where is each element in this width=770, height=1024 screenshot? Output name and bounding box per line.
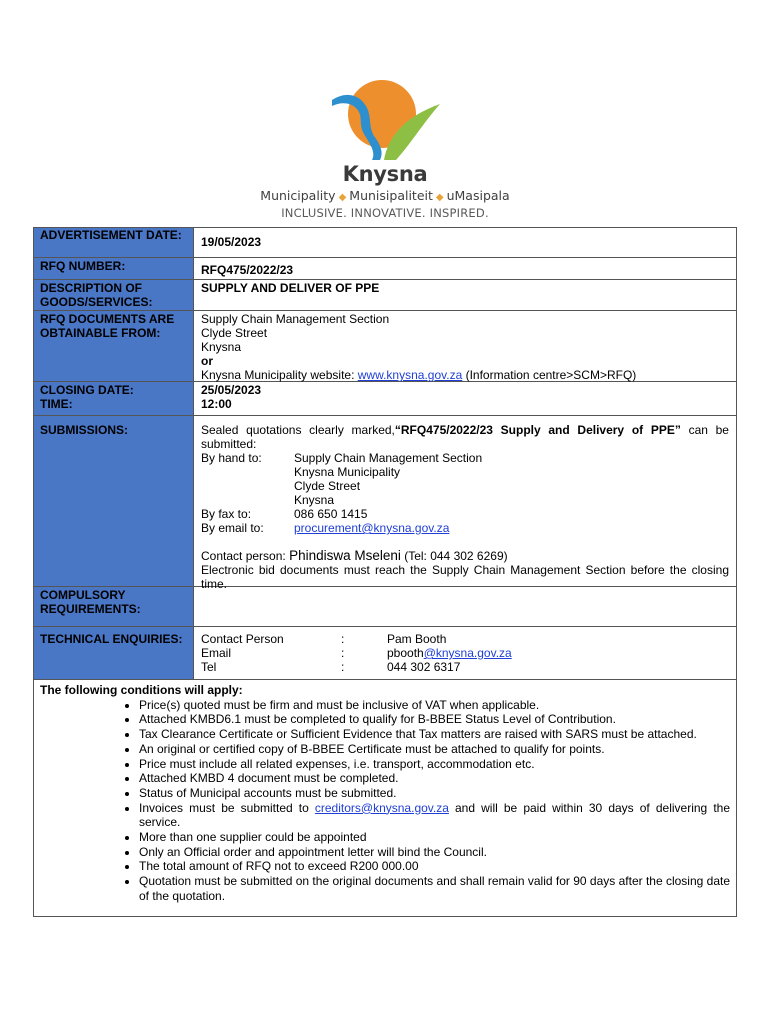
hand-line-2: Knysna Municipality bbox=[294, 465, 401, 479]
hand-line-3: Clyde Street bbox=[294, 479, 361, 493]
by-fax-value: 086 650 1415 bbox=[294, 507, 368, 521]
by-hand-label: By hand to: bbox=[201, 451, 262, 465]
row-technical bbox=[34, 626, 736, 679]
condition-item-invoices bbox=[139, 801, 730, 830]
condition-item: • Only an Official order and appointment letter will bind the Council. bbox=[139, 845, 730, 860]
intro-suffix: can be submitted: bbox=[201, 423, 729, 451]
docs-or: or bbox=[201, 354, 213, 368]
hand-line-1: Supply Chain Management Section bbox=[294, 451, 483, 465]
brand-lang-3: uMasipala bbox=[446, 188, 510, 203]
label-closing-time: TIME: bbox=[40, 397, 73, 411]
tech-contact-sep: : bbox=[341, 632, 345, 646]
condition-item: • Quotation must be submitted on the original documents and shall remain valid for 90 days after the closing date of the quotation. bbox=[139, 874, 730, 903]
docs-website-line bbox=[201, 368, 729, 382]
condition-item: • An original or certified copy of B-BBEE Certificate must be attached to qualify for points. bbox=[139, 742, 730, 757]
condition-item: • Price must include all related expenses, i.e. transport, accommodation etc. bbox=[139, 757, 730, 772]
brand-name: Knysna bbox=[342, 162, 428, 186]
by-hand-address bbox=[294, 451, 482, 507]
row-rfq-number bbox=[34, 257, 736, 279]
intro-bold: “RFQ475/2022/23 Supply and Delivery of PPE” bbox=[394, 423, 681, 437]
condition-item: • More than one supplier could be appointed bbox=[139, 830, 730, 845]
label-description: DESCRIPTION OF GOODS/SERVICES: bbox=[34, 280, 194, 310]
brand-lang-1: Municipality bbox=[260, 188, 336, 203]
label-closing-date: CLOSING DATE: bbox=[40, 383, 134, 397]
value-closing-date: 25/05/2023 bbox=[201, 383, 262, 397]
brand-tagline: INCLUSIVE. INNOVATIVE. INSPIRED. bbox=[281, 206, 489, 220]
row-compulsory bbox=[34, 586, 736, 626]
spacer bbox=[201, 535, 729, 549]
value-rfq-number: RFQ475/2022/23 bbox=[201, 263, 294, 277]
diamond-bullet-icon: ◆ bbox=[338, 192, 347, 203]
creditors-email-link[interactable]: creditors@knysna.gov.za bbox=[314, 800, 449, 815]
condition-item: • Price(s) quoted must be firm and must be inclusive of VAT when applicable. bbox=[139, 698, 730, 713]
invoice-prefix: Invoices must be submitted to bbox=[139, 800, 315, 815]
label-compulsory: COMPULSORY REQUIREMENTS: bbox=[34, 587, 194, 626]
docs-line-3: Knysna bbox=[201, 340, 242, 354]
value-compulsory bbox=[194, 587, 736, 626]
docs-web-suffix: (Information centre>SCM>RFQ) bbox=[462, 368, 637, 382]
condition-item: • Attached KMBD 4 document must be completed. bbox=[139, 771, 730, 786]
tech-tel-value: 044 302 6317 bbox=[387, 660, 461, 674]
label-closing bbox=[34, 382, 194, 415]
by-email-label: By email to: bbox=[201, 521, 264, 535]
tech-tel-key: Tel bbox=[201, 660, 217, 674]
tech-contact-key: Contact Person bbox=[201, 632, 284, 646]
row-submissions bbox=[34, 415, 736, 591]
brand-languages bbox=[0, 188, 770, 203]
value-description: SUPPLY AND DELIVER OF PPE bbox=[201, 281, 380, 295]
diamond-bullet-icon: ◆ bbox=[435, 192, 444, 203]
conditions-list bbox=[40, 698, 730, 904]
tech-contact-value: Pam Booth bbox=[387, 632, 447, 646]
tech-email-sep: : bbox=[341, 646, 345, 660]
conditions-block bbox=[34, 680, 736, 916]
label-technical: TECHNICAL ENQUIRIES: bbox=[34, 627, 194, 679]
value-closing-time: 12:00 bbox=[201, 397, 232, 411]
condition-item: • The total amount of RFQ not to exceed R200 000.00 bbox=[139, 859, 730, 874]
contact-name: Phindiswa Mseleni bbox=[289, 548, 401, 563]
website-link[interactable]: www.knysna.gov.za bbox=[357, 368, 463, 382]
condition-item: • Attached KMBD6.1 must be completed to qualify for B-BBEE Status Level of Contribution. bbox=[139, 712, 730, 727]
by-hand-row bbox=[201, 451, 729, 507]
row-conditions bbox=[34, 679, 736, 916]
rfq-table bbox=[33, 227, 737, 917]
by-fax-label: By fax to: bbox=[201, 507, 252, 521]
row-closing bbox=[34, 381, 736, 415]
row-advertisement-date bbox=[34, 228, 736, 257]
by-email-row bbox=[201, 521, 729, 535]
knysna-logo-icon bbox=[326, 76, 446, 162]
by-fax-row bbox=[201, 507, 729, 521]
procurement-email-link[interactable]: procurement@knysna.gov.za bbox=[294, 521, 450, 535]
tech-email-link[interactable]: @knysna.gov.za bbox=[423, 646, 512, 660]
tech-tel-row bbox=[201, 660, 729, 674]
label-advertisement-date: ADVERTISEMENT DATE: bbox=[34, 228, 194, 257]
value-documents bbox=[194, 311, 736, 381]
docs-web-prefix: Knysna Municipality website: bbox=[201, 368, 358, 382]
contact-tel: (Tel: 044 302 6269) bbox=[400, 549, 508, 563]
tech-email-value bbox=[387, 646, 512, 660]
tech-email-user: pbooth bbox=[387, 646, 424, 660]
docs-line-1: Supply Chain Management Section bbox=[201, 312, 390, 326]
tech-email-key: Email bbox=[201, 646, 232, 660]
label-rfq-number: RFQ NUMBER: bbox=[34, 258, 194, 279]
value-closing bbox=[194, 382, 736, 415]
row-description bbox=[34, 279, 736, 310]
value-submissions bbox=[194, 416, 736, 591]
contact-prefix: Contact person: bbox=[201, 549, 290, 563]
label-documents: RFQ DOCUMENTS ARE OBTAINABLE FROM: bbox=[34, 311, 194, 381]
docs-line-2: Clyde Street bbox=[201, 326, 268, 340]
submissions-intro bbox=[201, 423, 729, 451]
condition-item: • Tax Clearance Certificate or Sufficient Evidence that Tax matters are raised with SARS must be attached. bbox=[139, 727, 730, 742]
value-advertisement-date: 19/05/2023 bbox=[201, 235, 262, 249]
hand-line-4: Knysna bbox=[294, 493, 335, 507]
conditions-title: The following conditions will apply: bbox=[40, 683, 243, 697]
invoice-suffix: and will be paid within 30 days of delivering the service. bbox=[139, 800, 730, 830]
tech-tel-sep: : bbox=[341, 660, 345, 674]
value-technical bbox=[194, 627, 736, 679]
brand-lang-2: Munisipaliteit bbox=[349, 188, 433, 203]
label-submissions: SUBMISSIONS: bbox=[34, 416, 194, 586]
intro-prefix: Sealed quotations clearly marked, bbox=[201, 423, 395, 437]
condition-item: • Status of Municipal accounts must be submitted. bbox=[139, 786, 730, 801]
header-logo-block bbox=[0, 68, 770, 223]
tech-contact-row bbox=[201, 632, 729, 646]
row-documents bbox=[34, 310, 736, 381]
contact-person-line bbox=[201, 549, 729, 563]
tech-email-row bbox=[201, 646, 729, 660]
electronic-bid-note: Electronic bid documents must reach the Supply Chain Management Section before the closing time. bbox=[201, 563, 729, 591]
